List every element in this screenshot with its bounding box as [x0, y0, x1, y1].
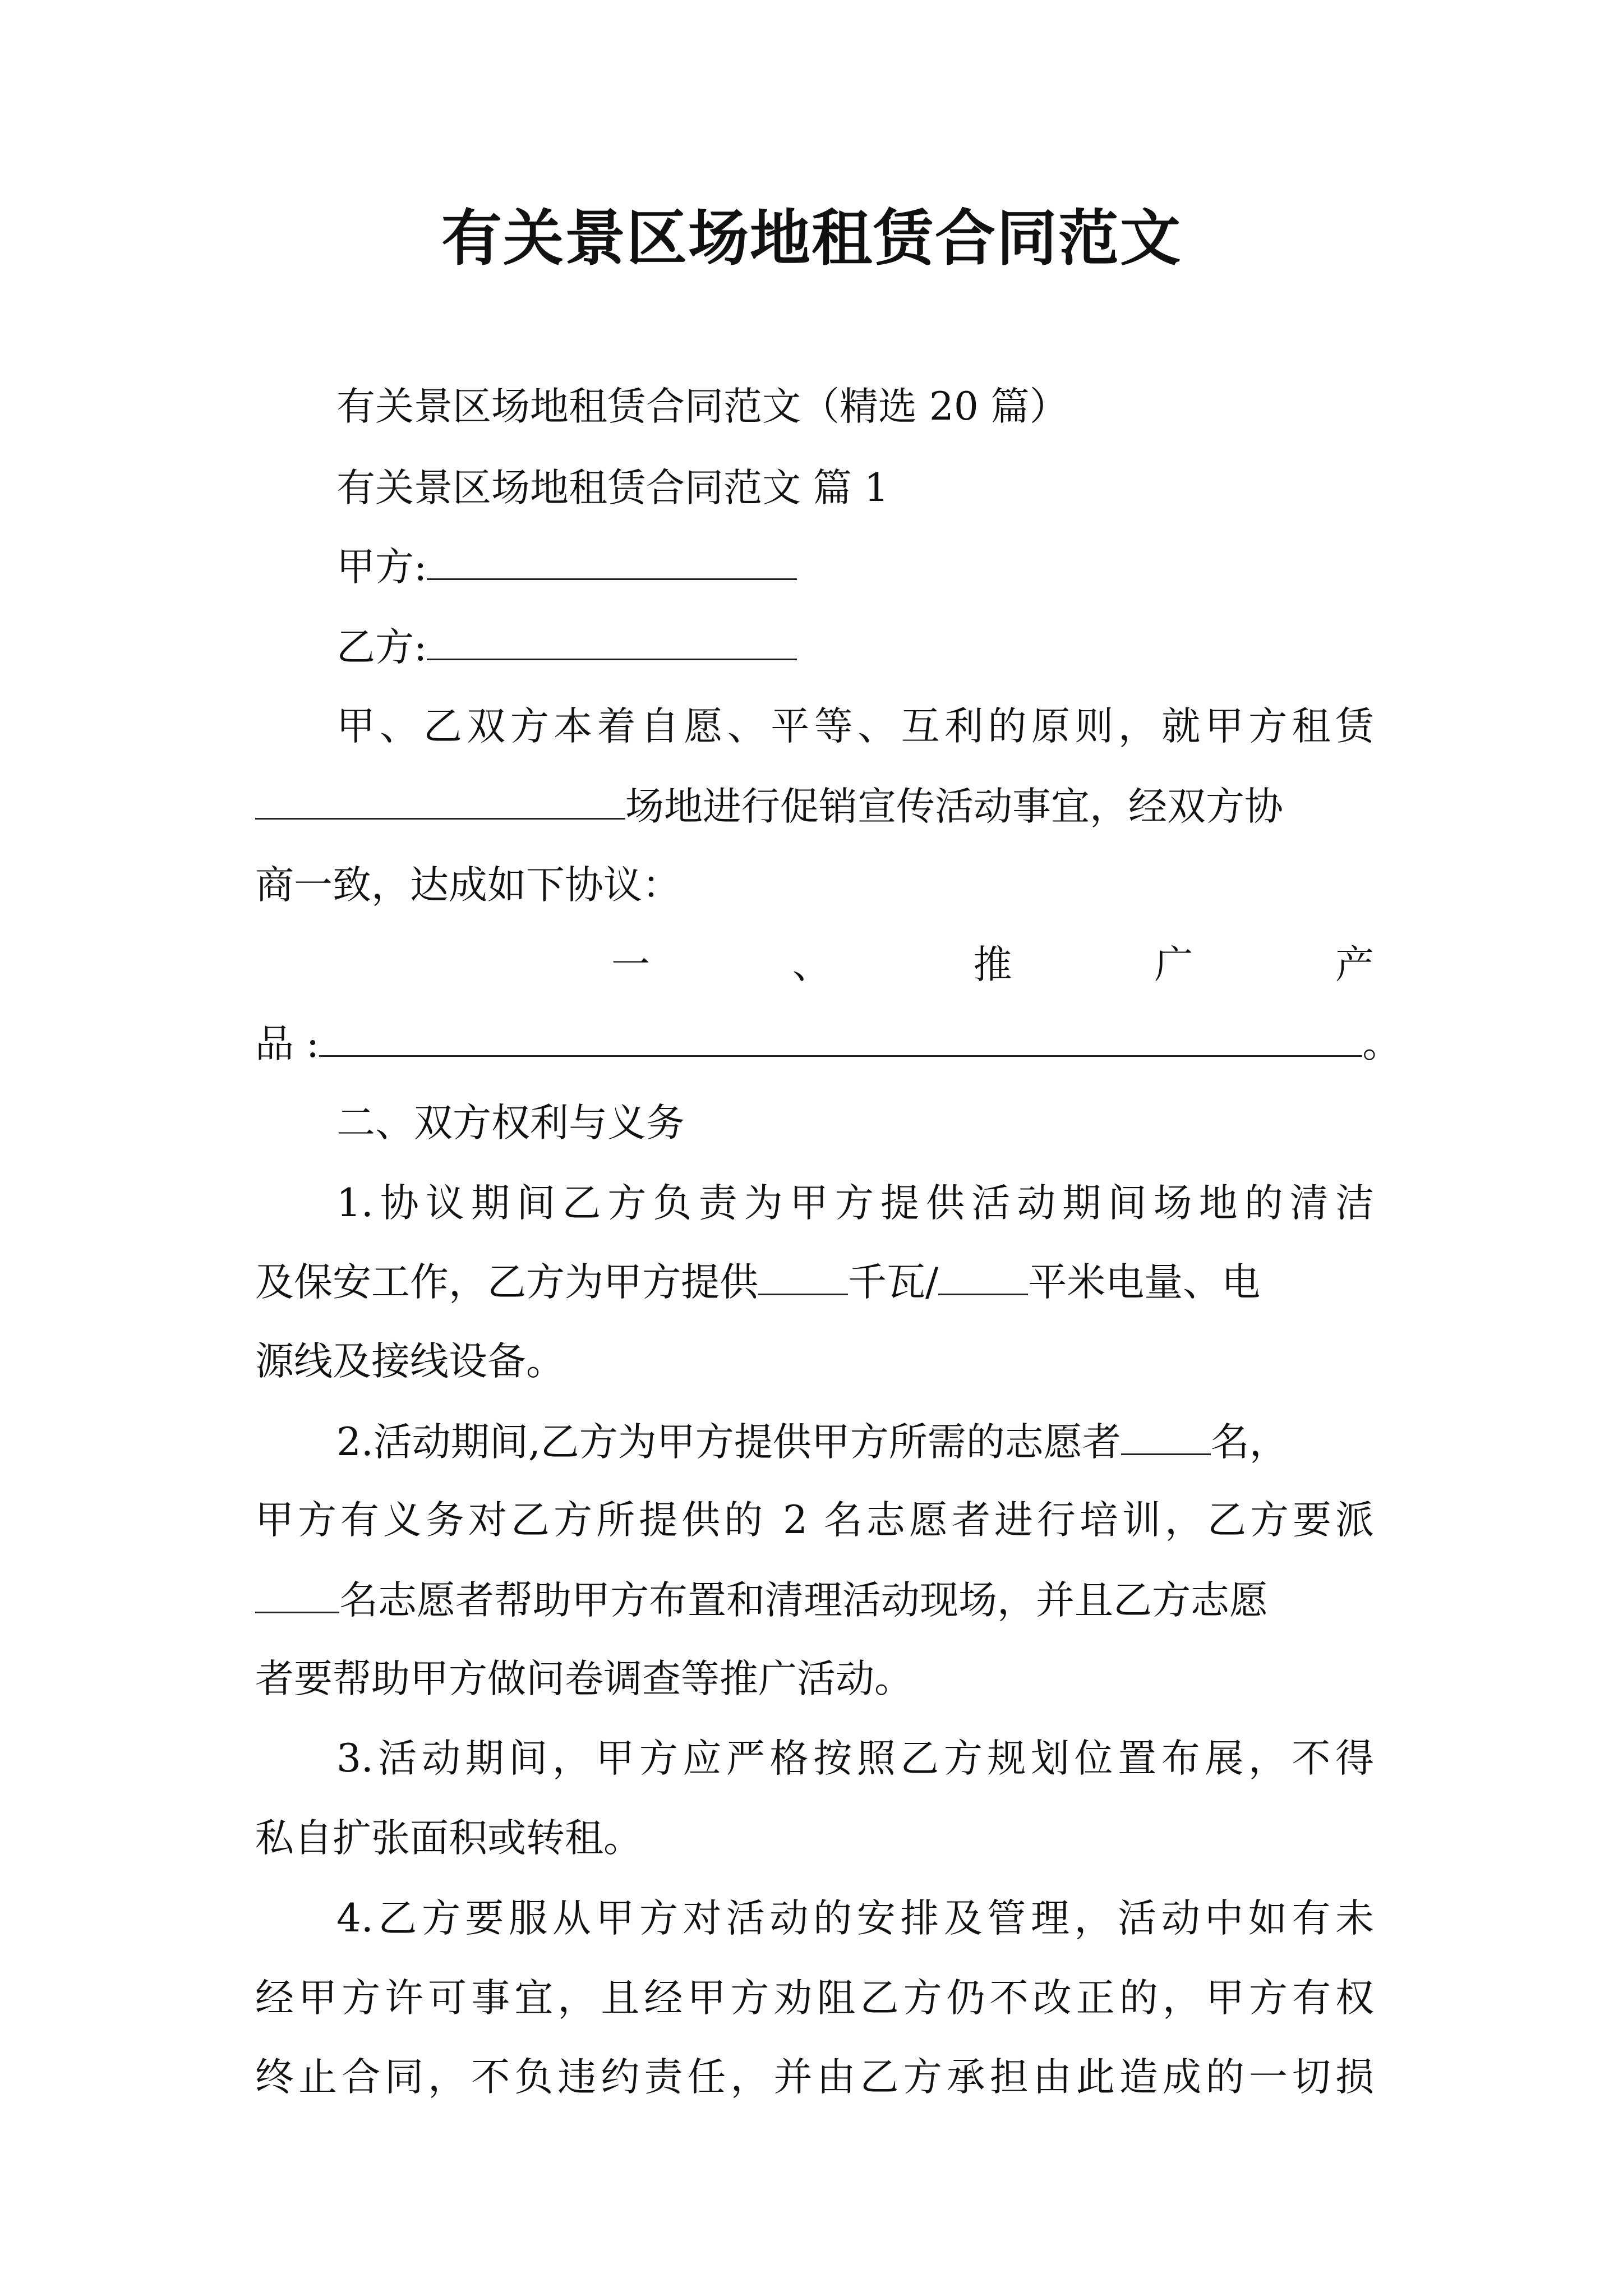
clause2-line-3-text: 名志愿者帮助甲方布置和清理活动现场，并且乙方志愿	[339, 1578, 1268, 1623]
clause1-line-2a: 及保安工作，乙方为甲方提供	[255, 1260, 758, 1305]
product-char-2: 、	[792, 942, 831, 987]
clause1-line-2	[255, 1257, 1374, 1308]
venue-blank	[255, 781, 625, 820]
clause2-line-3	[255, 1575, 1374, 1626]
clause1-line-3: 源线及接线设备。	[255, 1339, 565, 1384]
clause2-line-4: 者要帮助甲方做问卷调查等推广活动。	[255, 1657, 913, 1701]
clause1-line-1: 1.协议期间乙方负责为甲方提供活动期间场地的清洁	[336, 1181, 1374, 1226]
product-line	[255, 1018, 1416, 1069]
clause4-line-2: 经甲方许可事宜，且经甲方劝阻乙方仍不改正的，甲方有权	[255, 1976, 1374, 2021]
clause3-line-2: 私自扩张面积或转租。	[255, 1816, 642, 1861]
product-label: 品 :	[255, 1022, 320, 1066]
volunteer-count-blank	[1121, 1416, 1211, 1455]
product-blank	[319, 1018, 1362, 1057]
power-blank	[758, 1257, 848, 1295]
rights-heading: 二、双方权利与义务	[336, 1101, 685, 1145]
intro-line-3: 商一致，达成如下协议：	[255, 863, 681, 908]
party-a-blank	[427, 541, 797, 580]
clause4-line-3: 终止合同，不负违约责任，并由乙方承担由此造成的一切损	[255, 2055, 1374, 2100]
intro-line-2	[255, 781, 1374, 832]
clause2-line-2: 甲方有义务对乙方所提供的 2 名志愿者进行培训，乙方要派	[255, 1498, 1374, 1543]
party-b-line	[336, 622, 1374, 673]
product-end: 。	[1362, 1022, 1401, 1066]
clause2-line-1a: 2.活动期间,乙方为甲方提供甲方所需的志愿者	[336, 1420, 1121, 1465]
product-char-3: 推	[973, 942, 1012, 987]
clause1-line-2c: 平米电量、电	[1028, 1260, 1261, 1305]
document-subtitle: 有关景区场地租赁合同范文（精选 20 篇）	[336, 384, 1068, 429]
product-char-5: 产	[1335, 942, 1374, 987]
clause3-line-1: 3.活动期间，甲方应严格按照乙方规划位置布展，不得	[336, 1736, 1374, 1781]
intro-line-2-text: 场地进行促销宣传活动事宜，经双方协	[625, 784, 1283, 829]
intro-line-1: 甲、乙双方本着自愿、平等、互利的原则，就甲方租赁	[336, 704, 1374, 749]
clause2-line-1	[336, 1416, 1374, 1467]
document-title: 有关景区场地租赁合同范文	[441, 203, 1182, 274]
section-heading: 有关景区场地租赁合同范文 篇 1	[336, 466, 889, 510]
party-a-label: 甲方:	[336, 545, 427, 590]
product-char-1: 一	[611, 942, 650, 987]
product-heading	[611, 940, 1374, 990]
party-b-label: 乙方:	[336, 625, 427, 670]
party-a-line	[336, 541, 1374, 592]
party-b-blank	[427, 622, 797, 660]
volunteer-assign-blank	[255, 1575, 339, 1613]
product-char-4: 广	[1154, 942, 1193, 987]
clause4-line-1: 4.乙方要服从甲方对活动的安排及管理，活动中如有未	[336, 1896, 1374, 1941]
clause1-line-2b: 千瓦/	[848, 1260, 939, 1305]
area-blank	[938, 1257, 1028, 1295]
clause2-line-1b: 名，	[1210, 1420, 1288, 1465]
